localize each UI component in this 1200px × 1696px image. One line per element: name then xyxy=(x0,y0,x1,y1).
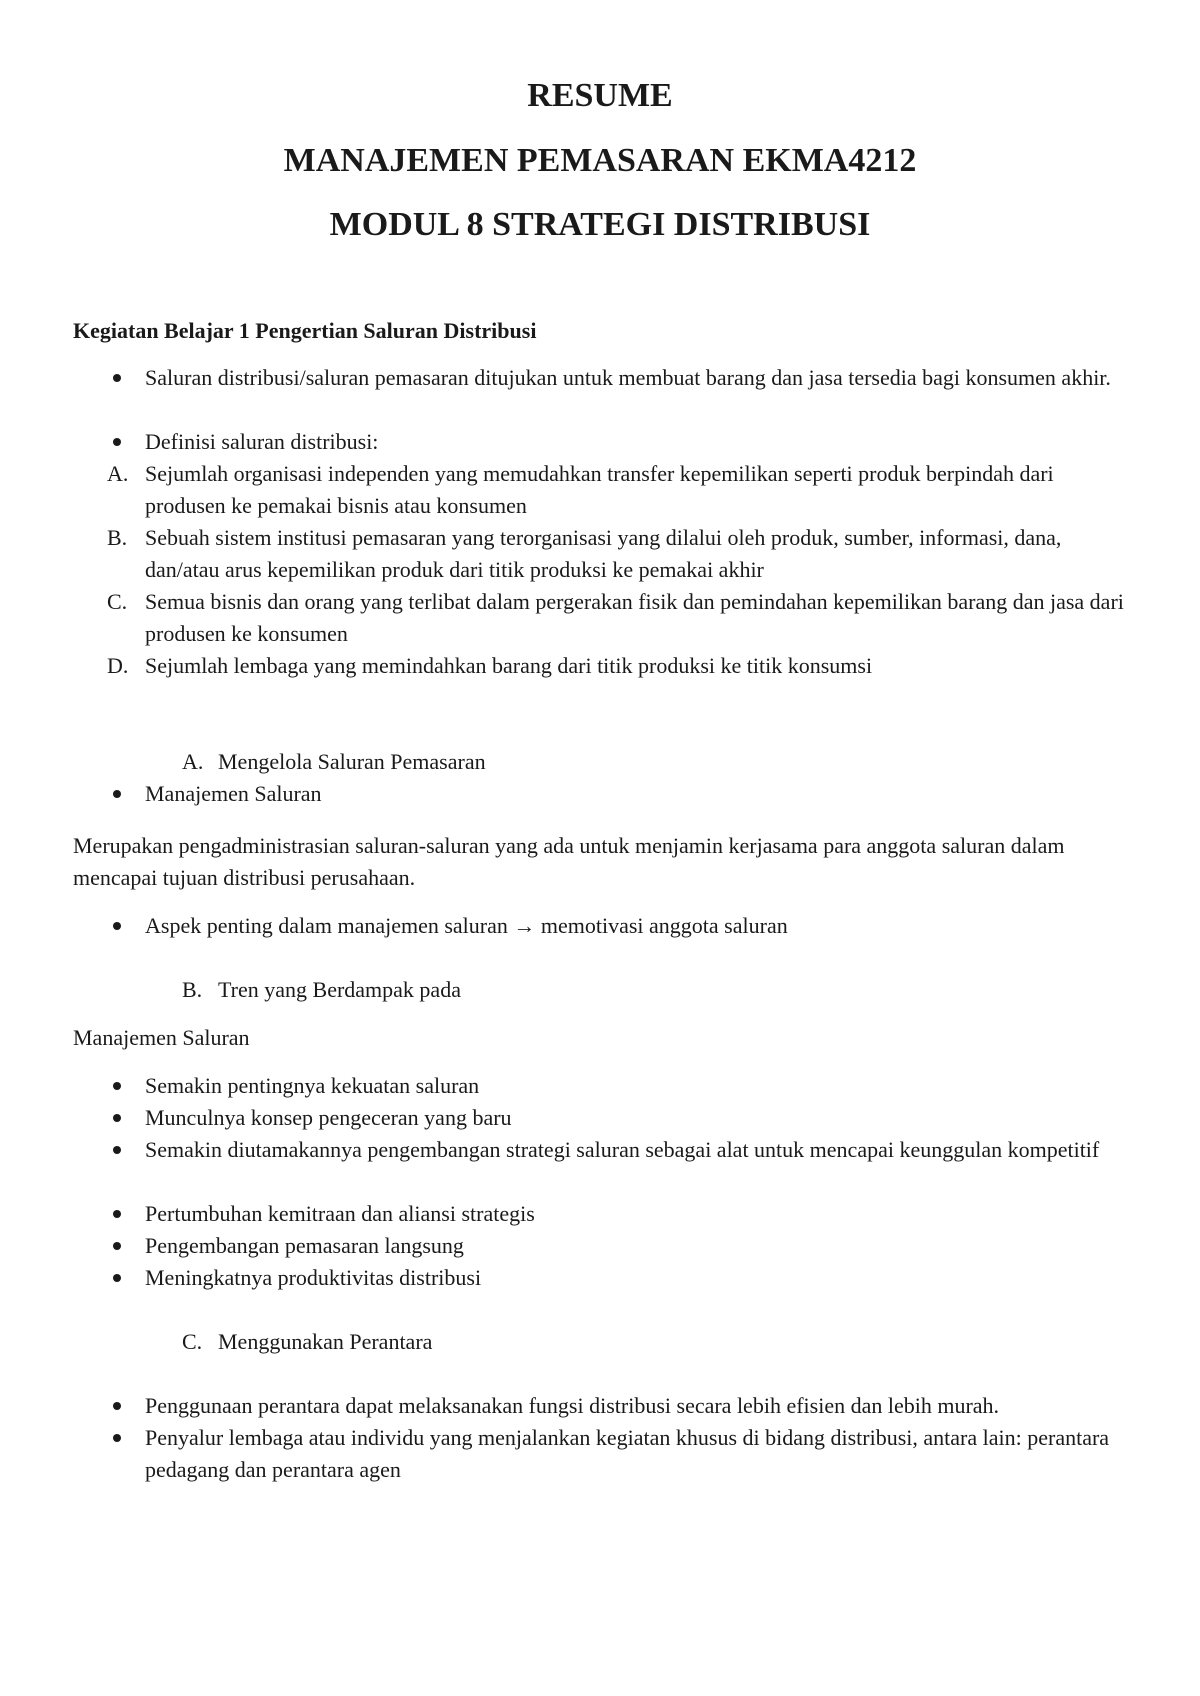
definition-item xyxy=(107,458,1130,522)
definition-text: Sejumlah lembaga yang memindahkan barang dari titik produksi ke titik konsumsi xyxy=(145,653,873,678)
list-item-text: Pertumbuhan kemitraan dan aliansi strategis xyxy=(145,1201,535,1226)
section-heading-kegiatan-belajar: Kegiatan Belajar 1 Pengertian Saluran Distribusi xyxy=(73,318,537,343)
list-item xyxy=(145,778,1130,810)
subsection-heading-c xyxy=(182,1326,433,1358)
list-item-text: Semakin diutamakannya pengembangan strategi saluran sebagai alat untuk mencapai keunggulan kompetitif xyxy=(145,1137,1100,1162)
list-letter: D. xyxy=(107,653,129,678)
list-item xyxy=(145,362,1130,394)
definition-text: Sebuah sistem institusi pemasaran yang terorganisasi yang dilalui oleh produk, sumber, informasi, dana, dan/atau arus kepemilikan produk dari titik produksi ke pemakai akhir xyxy=(145,525,1062,582)
subsection-heading-a xyxy=(182,746,486,778)
list-item-text: Munculnya konsep pengeceran yang baru xyxy=(145,1105,512,1130)
list-item xyxy=(145,426,1130,458)
definition-text: Semua bisnis dan orang yang terlibat dalam pergerakan fisik dan pemindahan kepemilikan barang dan jasa dari produsen ke konsumen xyxy=(145,589,1124,646)
subsection-heading-b xyxy=(182,974,461,1006)
list-letter: A. xyxy=(182,749,204,774)
list-letter: A. xyxy=(107,461,129,486)
doc-title-course: MANAJEMEN PEMASARAN EKMA4212 xyxy=(283,142,917,179)
list-letter: B. xyxy=(182,977,203,1002)
doc-title-resume: RESUME xyxy=(527,77,673,114)
list-item xyxy=(145,1070,1130,1102)
doc-title-module: MODUL 8 STRATEGI DISTRIBUSI xyxy=(329,206,871,243)
list-item xyxy=(145,910,1130,942)
list-letter: C. xyxy=(182,1329,203,1354)
list-item-text: Definisi saluran distribusi: xyxy=(145,429,379,454)
list-letter: B. xyxy=(107,525,128,550)
list-item xyxy=(145,1102,1130,1134)
list-item xyxy=(145,1390,1130,1422)
list-item xyxy=(145,1422,1130,1486)
list-item xyxy=(145,1134,1130,1166)
list-item-text: Pengembangan pemasaran langsung xyxy=(145,1233,464,1258)
list-item xyxy=(145,1262,1130,1294)
list-item-text: Penggunaan perantara dapat melaksanakan fungsi distribusi secara lebih efisien dan lebih murah. xyxy=(145,1393,1000,1418)
paragraph-continuation: Manajemen Saluran xyxy=(73,1025,250,1050)
list-item xyxy=(145,1230,1130,1262)
list-item-text: Saluran distribusi/saluran pemasaran ditujukan untuk membuat barang dan jasa tersedia bagi konsumen akhir. xyxy=(145,365,1111,390)
list-item-text: Semakin pentingnya kekuatan saluran xyxy=(145,1073,480,1098)
subsection-title: Menggunakan Perantara xyxy=(218,1329,433,1354)
subsection-title: Tren yang Berdampak pada xyxy=(218,977,461,1002)
definition-item xyxy=(107,586,1130,650)
definition-text: Sejumlah organisasi independen yang memudahkan transfer kepemilikan seperti produk berpindah dari produsen ke pemakai bisnis atau konsumen xyxy=(145,461,1054,518)
list-item-text: Meningkatnya produktivitas distribusi xyxy=(145,1265,482,1290)
definition-item xyxy=(107,522,1130,586)
list-item xyxy=(145,1198,1130,1230)
list-item-text: Aspek penting dalam manajemen saluran → memotivasi anggota saluran xyxy=(145,913,788,938)
definition-item xyxy=(107,650,1130,682)
list-letter: C. xyxy=(107,589,128,614)
paragraph-definition: Merupakan pengadministrasian saluran-saluran yang ada untuk menjamin kerjasama para anggota saluran dalam mencapai tujuan distribusi perusahaan. xyxy=(73,833,1065,890)
subsection-title: Mengelola Saluran Pemasaran xyxy=(218,749,486,774)
list-item-text: Manajemen Saluran xyxy=(145,781,322,806)
list-item-text: Penyalur lembaga atau individu yang menjalankan kegiatan khusus di bidang distribusi, antara lain: perantara pedagang dan perantara agen xyxy=(145,1425,1110,1482)
